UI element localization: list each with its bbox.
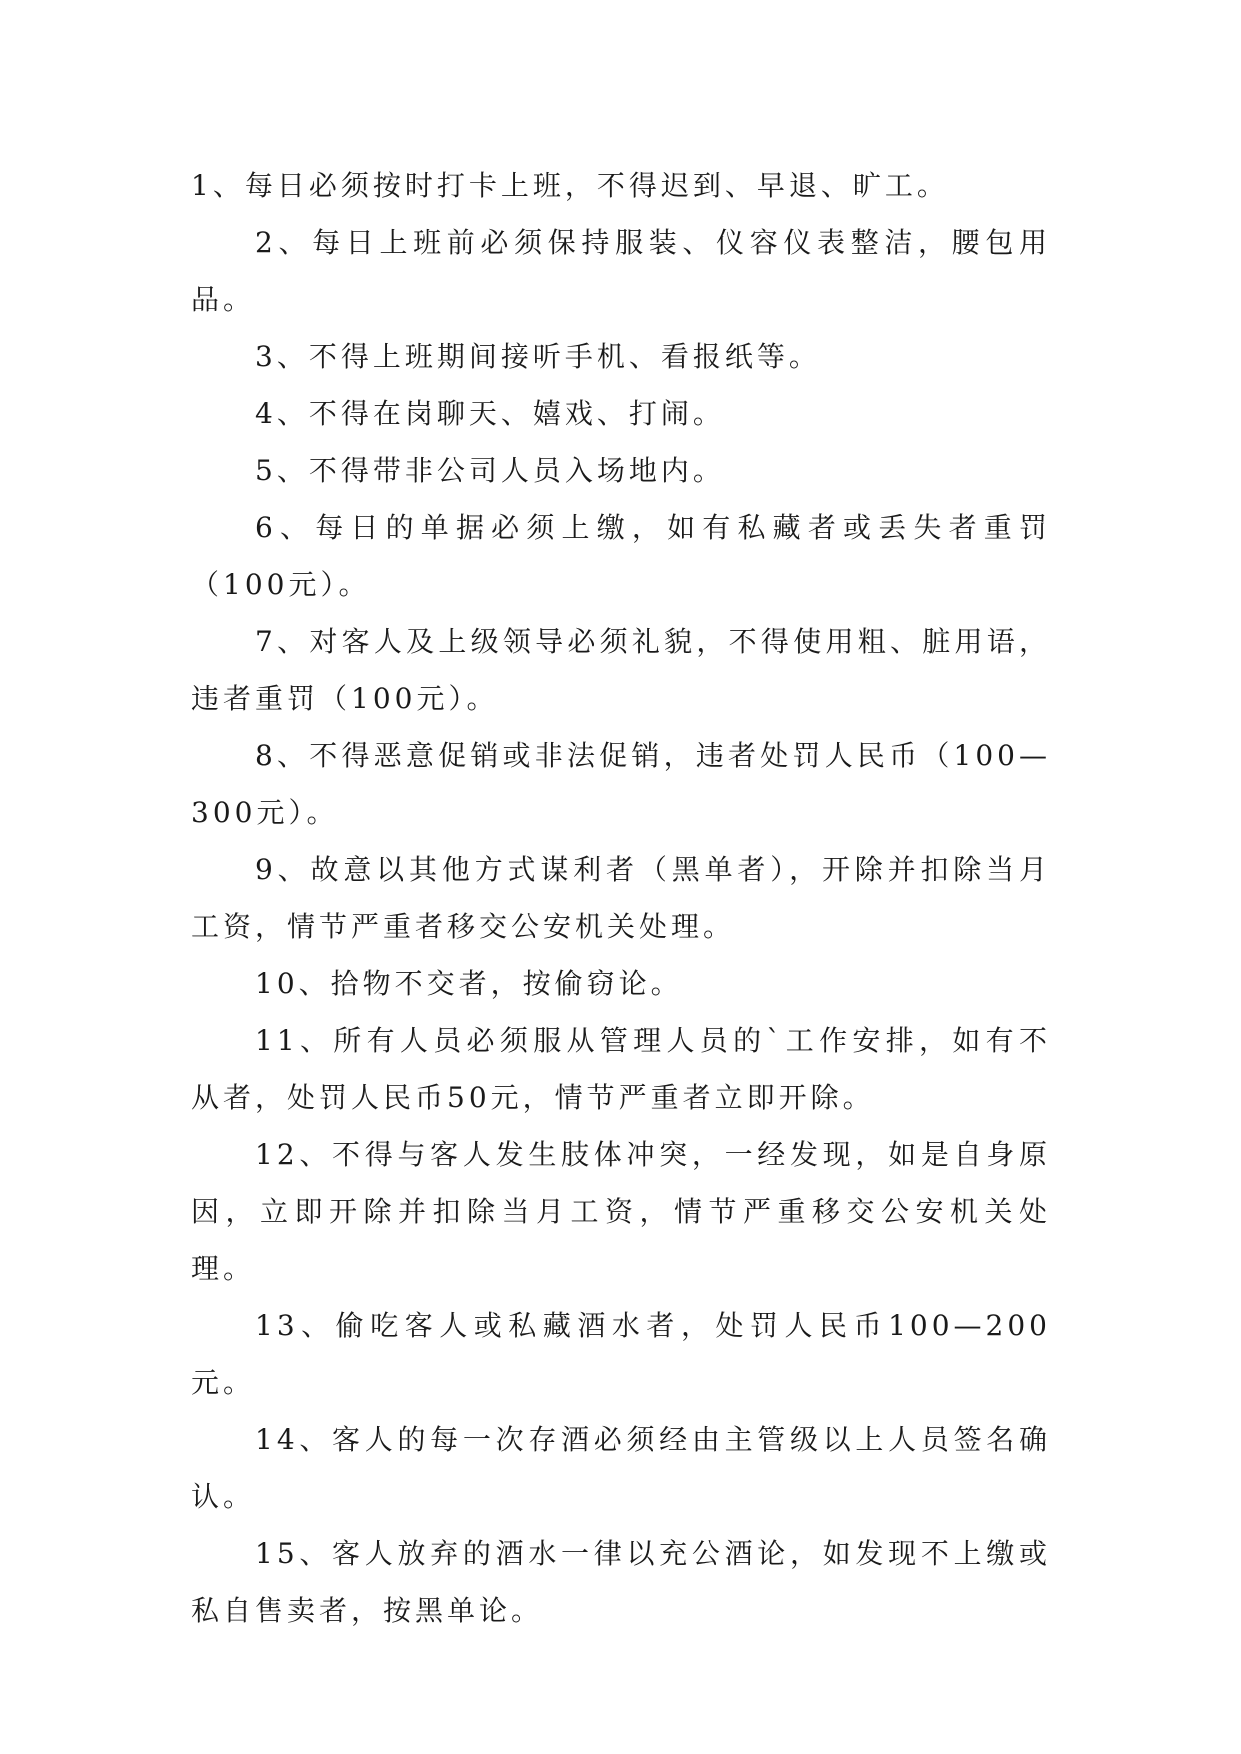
rules-list [191, 157, 1051, 1639]
rule-5: 5、不得带非公司人员入场地内。 [255, 454, 725, 487]
rule-1: 1、每日必须按时打卡上班，不得迟到、早退、旷工。 [191, 169, 949, 202]
rule-15: 15、客人放弃的酒水一律以充公酒论，如发现不上缴或私自售卖者，按黑单论。 [191, 1537, 1051, 1627]
rule-14: 14、客人的每一次存酒必须经由主管级以上人员签名确认。 [191, 1423, 1051, 1513]
rule-11: 11、所有人员必须服从管理人员的`工作安排，如有不从者，处罚人民币50元，情节严重者立即开除。 [191, 1024, 1051, 1114]
rule-2: 2、每日上班前必须保持服装、仪容仪表整洁，腰包用品。 [191, 226, 1051, 316]
rule-8: 8、不得恶意促销或非法促销，违者处罚人民币（100—300元）。 [191, 739, 1051, 829]
rule-12: 12、不得与客人发生肢体冲突，一经发现，如是自身原因，立即开除并扣除当月工资，情节严重移交公安机关处理。 [191, 1138, 1051, 1285]
rule-13: 13、偷吃客人或私藏酒水者，处罚人民币100—200元。 [191, 1309, 1051, 1399]
rule-10: 10、拾物不交者，按偷窃论。 [255, 967, 683, 1000]
rule-4: 4、不得在岗聊天、嬉戏、打闹。 [255, 397, 725, 430]
rule-9: 9、故意以其他方式谋利者（黑单者），开除并扣除当月工资，情节严重者移交公安机关处理。 [191, 853, 1051, 943]
rule-3: 3、不得上班期间接听手机、看报纸等。 [255, 340, 821, 373]
rule-6: 6、每日的单据必须上缴，如有私藏者或丢失者重罚（100元）。 [191, 511, 1051, 601]
rule-7: 7、对客人及上级领导必须礼貌，不得使用粗、脏用语，违者重罚（100元）。 [191, 625, 1051, 715]
